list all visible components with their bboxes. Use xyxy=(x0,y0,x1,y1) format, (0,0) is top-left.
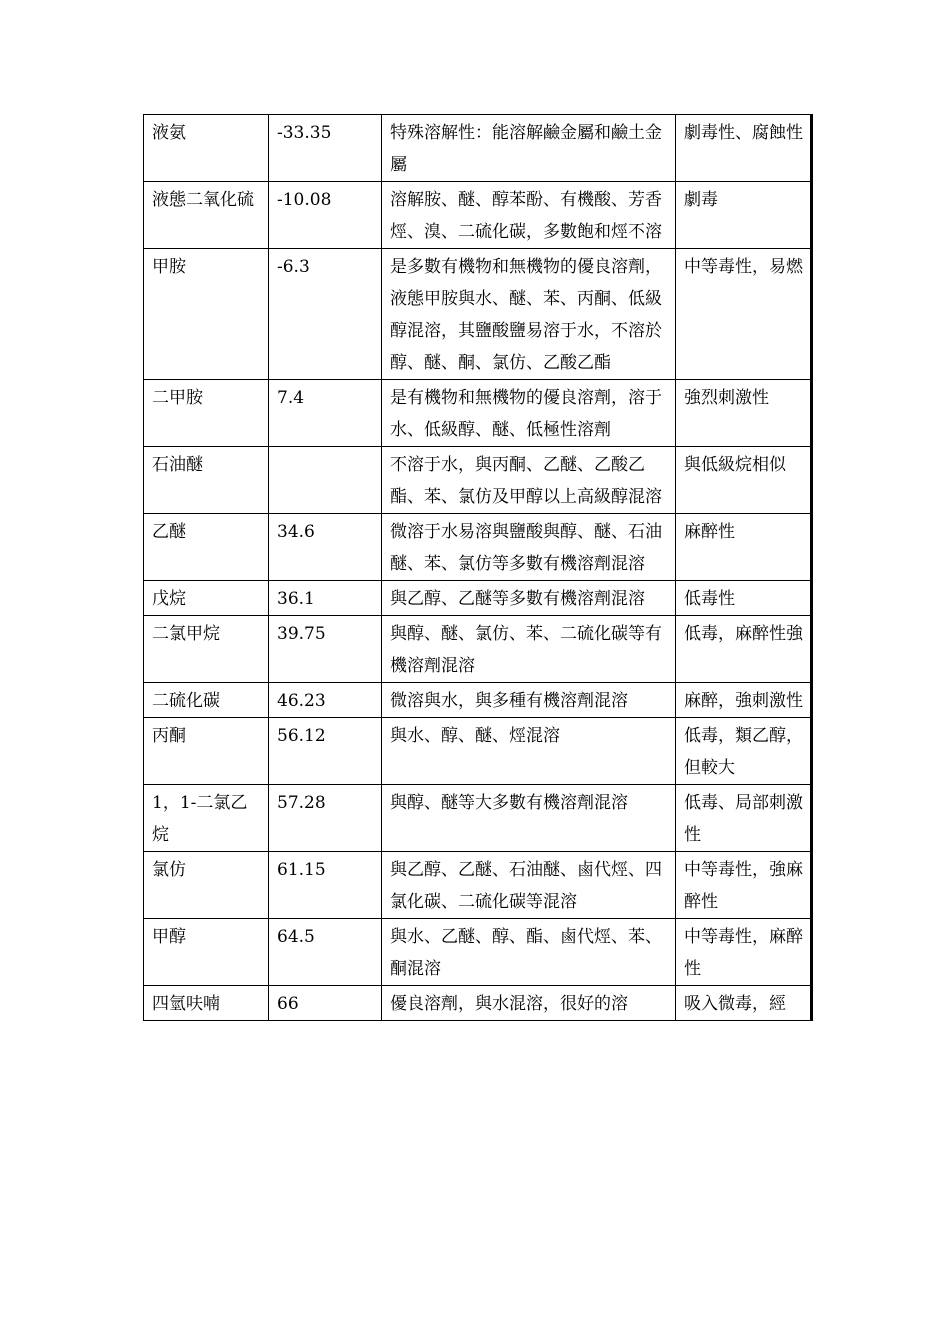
boiling-point-cell: 46.23 xyxy=(269,683,382,718)
boiling-point-cell: -10.08 xyxy=(269,182,382,249)
boiling-point-cell: 7.4 xyxy=(269,380,382,447)
boiling-point-cell: 34.6 xyxy=(269,514,382,581)
solubility-cell: 不溶于水，與丙酮、乙醚、乙酸乙酯、苯、氯仿及甲醇以上高級醇混溶 xyxy=(382,447,676,514)
hazard-cell: 麻醉，強刺激性 xyxy=(676,683,812,718)
table-row xyxy=(144,852,812,919)
hazard-cell: 低毒，類乙醇，但較大 xyxy=(676,718,812,785)
solvent-name-cell: 二氯甲烷 xyxy=(144,616,269,683)
hazard-cell: 中等毒性，麻醉性 xyxy=(676,919,812,986)
solubility-cell: 是有機物和無機物的優良溶劑，溶于水、低級醇、醚、低極性溶劑 xyxy=(382,380,676,447)
solubility-cell: 與醇、醚等大多數有機溶劑混溶 xyxy=(382,785,676,852)
solvent-name-cell: 液氨 xyxy=(144,115,269,182)
table-row xyxy=(144,447,812,514)
boiling-point-cell: 66 xyxy=(269,986,382,1021)
solvent-name-cell: 氯仿 xyxy=(144,852,269,919)
boiling-point-cell xyxy=(269,447,382,514)
table-row xyxy=(144,182,812,249)
solvent-name-cell: 戊烷 xyxy=(144,581,269,616)
table-row xyxy=(144,616,812,683)
solubility-cell: 特殊溶解性：能溶解鹼金屬和鹼土金屬 xyxy=(382,115,676,182)
boiling-point-cell: 56.12 xyxy=(269,718,382,785)
solvent-name-cell: 二硫化碳 xyxy=(144,683,269,718)
solvent-name-cell: 甲胺 xyxy=(144,249,269,380)
solvent-name-cell: 乙醚 xyxy=(144,514,269,581)
table-row xyxy=(144,249,812,380)
boiling-point-cell: -6.3 xyxy=(269,249,382,380)
hazard-cell: 與低級烷相似 xyxy=(676,447,812,514)
solubility-cell: 與水、乙醚、醇、酯、鹵代烴、苯、酮混溶 xyxy=(382,919,676,986)
table-row xyxy=(144,683,812,718)
table-row xyxy=(144,581,812,616)
boiling-point-cell: -33.35 xyxy=(269,115,382,182)
boiling-point-cell: 36.1 xyxy=(269,581,382,616)
hazard-cell: 低毒性 xyxy=(676,581,812,616)
hazard-cell: 低毒、局部刺激性 xyxy=(676,785,812,852)
solvent-name-cell: 丙酮 xyxy=(144,718,269,785)
hazard-cell: 強烈刺激性 xyxy=(676,380,812,447)
solvent-name-cell: 石油醚 xyxy=(144,447,269,514)
solubility-cell: 與乙醇、乙醚等多數有機溶劑混溶 xyxy=(382,581,676,616)
hazard-cell: 劇毒性、腐蝕性 xyxy=(676,115,812,182)
solvent-table xyxy=(143,114,813,1021)
solvent-name-cell: 1，1-二氯乙烷 xyxy=(144,785,269,852)
boiling-point-cell: 39.75 xyxy=(269,616,382,683)
solvent-name-cell: 二甲胺 xyxy=(144,380,269,447)
hazard-cell: 麻醉性 xyxy=(676,514,812,581)
solvent-name-cell: 四氫呋喃 xyxy=(144,986,269,1021)
table-row xyxy=(144,514,812,581)
table-row xyxy=(144,718,812,785)
table-row xyxy=(144,986,812,1021)
solubility-cell: 與醇、醚、氯仿、苯、二硫化碳等有機溶劑混溶 xyxy=(382,616,676,683)
boiling-point-cell: 64.5 xyxy=(269,919,382,986)
table-row xyxy=(144,919,812,986)
table-row xyxy=(144,785,812,852)
solubility-cell: 微溶與水，與多種有機溶劑混溶 xyxy=(382,683,676,718)
solubility-cell: 溶解胺、醚、醇苯酚、有機酸、芳香烴、溴、二硫化碳，多數飽和烴不溶 xyxy=(382,182,676,249)
solubility-cell: 微溶于水易溶與鹽酸與醇、醚、石油醚、苯、氯仿等多數有機溶劑混溶 xyxy=(382,514,676,581)
boiling-point-cell: 57.28 xyxy=(269,785,382,852)
hazard-cell: 中等毒性，強麻醉性 xyxy=(676,852,812,919)
solubility-cell: 是多數有機物和無機物的優良溶劑，液態甲胺與水、醚、苯、丙酮、低級醇混溶，其鹽酸鹽易溶于水，不溶於醇、醚、酮、氯仿、乙酸乙酯 xyxy=(382,249,676,380)
boiling-point-cell: 61.15 xyxy=(269,852,382,919)
hazard-cell: 吸入微毒，經 xyxy=(676,986,812,1021)
hazard-cell: 中等毒性，易燃 xyxy=(676,249,812,380)
hazard-cell: 低毒，麻醉性強 xyxy=(676,616,812,683)
solubility-cell: 與乙醇、乙醚、石油醚、鹵代烴、四氯化碳、二硫化碳等混溶 xyxy=(382,852,676,919)
solvent-name-cell: 甲醇 xyxy=(144,919,269,986)
table-row xyxy=(144,115,812,182)
solubility-cell: 優良溶劑，與水混溶，很好的溶 xyxy=(382,986,676,1021)
solubility-cell: 與水、醇、醚、烴混溶 xyxy=(382,718,676,785)
table-row xyxy=(144,380,812,447)
solvent-name-cell: 液態二氧化硫 xyxy=(144,182,269,249)
hazard-cell: 劇毒 xyxy=(676,182,812,249)
